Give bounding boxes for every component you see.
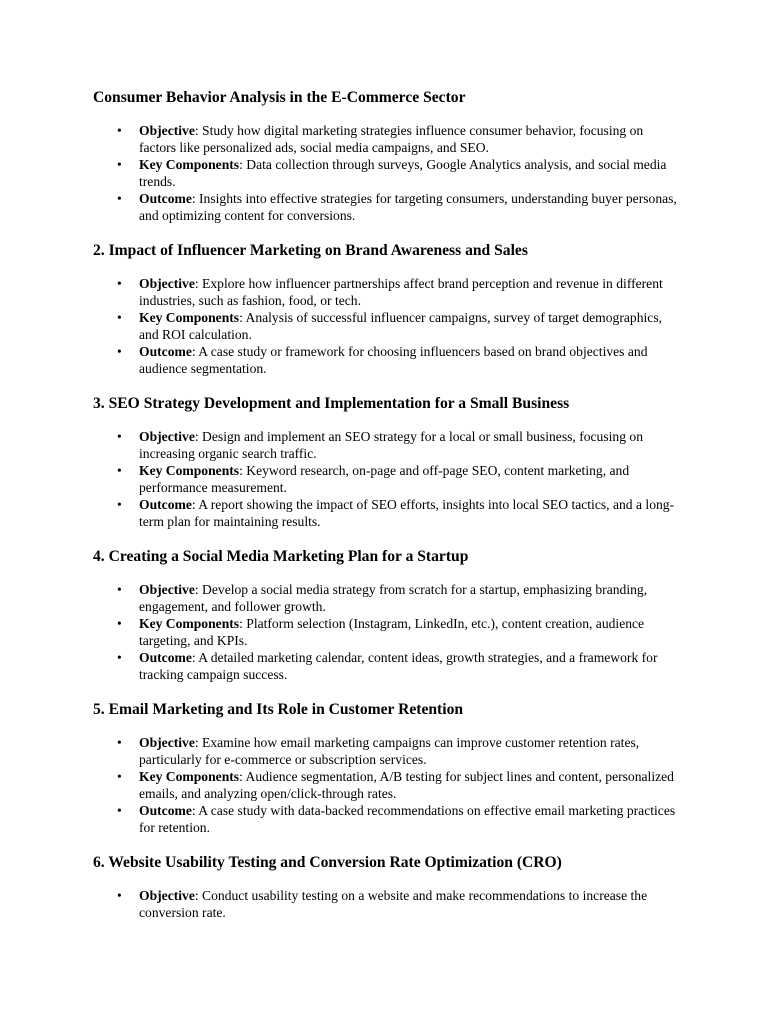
bullet-icon: •	[117, 582, 122, 597]
item-term: Outcome	[139, 344, 192, 359]
item-term: Objective	[139, 429, 195, 444]
item-text: : Analysis of successful influencer campaigns, survey of target demographics, and ROI calculation.	[139, 310, 663, 342]
bullet-list	[93, 887, 678, 921]
section-usability-cro	[93, 853, 678, 921]
section-consumer-behavior	[93, 88, 678, 224]
item-term: Outcome	[139, 191, 192, 206]
section-social-media-plan	[93, 547, 678, 683]
bullet-icon: •	[117, 123, 122, 138]
item-text: : Platform selection (Instagram, LinkedIn, etc.), content creation, audience targeting, and KPIs.	[139, 616, 645, 648]
item-term: Key Components	[139, 616, 240, 631]
list-item	[93, 734, 678, 768]
bullet-list	[93, 581, 678, 683]
item-term: Key Components	[139, 157, 240, 172]
item-term: Objective	[139, 735, 195, 750]
item-text: : Study how digital marketing strategies influence consumer behavior, focusing on factors like personalized ads, social media campaigns, and SEO.	[139, 123, 644, 155]
bullet-icon: •	[117, 497, 122, 512]
bullet-icon: •	[117, 616, 122, 631]
item-term: Objective	[139, 276, 195, 291]
list-item	[93, 156, 678, 190]
section-title: 6. Website Usability Testing and Conversion Rate Optimization (CRO)	[93, 854, 562, 871]
list-item	[93, 581, 678, 615]
section-title: 2. Impact of Influencer Marketing on Brand Awareness and Sales	[93, 242, 528, 259]
bullet-icon: •	[117, 344, 122, 359]
list-item	[93, 768, 678, 802]
bullet-list	[93, 275, 678, 377]
bullet-list	[93, 122, 678, 224]
bullet-icon: •	[117, 803, 122, 818]
item-term: Objective	[139, 123, 195, 138]
item-term: Outcome	[139, 803, 192, 818]
section-title: 5. Email Marketing and Its Role in Customer Retention	[93, 701, 464, 718]
bullet-icon: •	[117, 650, 122, 665]
item-text: : A case study or framework for choosing influencers based on brand objectives and audience segmentation.	[139, 344, 648, 376]
item-text: : Data collection through surveys, Google Analytics analysis, and social media trends.	[139, 157, 667, 189]
list-item	[93, 122, 678, 156]
bullet-icon: •	[117, 769, 122, 784]
list-item	[93, 462, 678, 496]
section-title: 4. Creating a Social Media Marketing Plan for a Startup	[93, 548, 469, 565]
item-term: Outcome	[139, 497, 192, 512]
section-seo-strategy	[93, 394, 678, 530]
item-term: Outcome	[139, 650, 192, 665]
bullet-list	[93, 734, 678, 836]
list-item	[93, 649, 678, 683]
item-text: : A report showing the impact of SEO efforts, insights into local SEO tactics, and a long-term plan for maintaining results.	[139, 497, 675, 529]
bullet-icon: •	[117, 429, 122, 444]
list-item	[93, 615, 678, 649]
bullet-list	[93, 428, 678, 530]
bullet-icon: •	[117, 888, 122, 903]
item-term: Objective	[139, 582, 195, 597]
item-text: : Examine how email marketing campaigns can improve customer retention rates, particularly for e-commerce or subscription services.	[139, 735, 640, 767]
section-title: 3. SEO Strategy Development and Implementation for a Small Business	[93, 395, 570, 412]
section-title: Consumer Behavior Analysis in the E-Commerce Sector	[93, 89, 466, 106]
list-item	[93, 887, 678, 921]
list-item	[93, 190, 678, 224]
item-text: : Keyword research, on-page and off-page SEO, content marketing, and performance measurement.	[139, 463, 630, 495]
item-text: : A case study with data-backed recommendations on effective email marketing practices for retention.	[139, 803, 676, 835]
item-term: Objective	[139, 888, 195, 903]
item-text: : A detailed marketing calendar, content ideas, growth strategies, and a framework for tracking campaign success.	[139, 650, 658, 682]
item-text: : Develop a social media strategy from scratch for a startup, emphasizing branding, engagement, and follower growth.	[139, 582, 648, 614]
bullet-icon: •	[117, 463, 122, 478]
section-email-marketing	[93, 700, 678, 836]
list-item	[93, 496, 678, 530]
bullet-icon: •	[117, 310, 122, 325]
item-text: : Audience segmentation, A/B testing for subject lines and content, personalized emails, and analyzing open/click-through rates.	[139, 769, 674, 801]
bullet-icon: •	[117, 157, 122, 172]
item-text: : Explore how influencer partnerships affect brand perception and revenue in different industries, such as fashion, food, or tech.	[139, 276, 663, 308]
list-item	[93, 309, 678, 343]
bullet-icon: •	[117, 191, 122, 206]
list-item	[93, 802, 678, 836]
item-text: : Conduct usability testing on a website and make recommendations to increase the conversion rate.	[139, 888, 648, 920]
section-influencer-marketing	[93, 241, 678, 377]
bullet-icon: •	[117, 276, 122, 291]
item-term: Key Components	[139, 769, 240, 784]
list-item	[93, 275, 678, 309]
item-term: Key Components	[139, 310, 240, 325]
item-text: : Design and implement an SEO strategy for a local or small business, focusing on increasing organic search traffic.	[139, 429, 644, 461]
item-text: : Insights into effective strategies for targeting consumers, understanding buyer personas, and optimizing content for conversions.	[139, 191, 677, 223]
list-item	[93, 343, 678, 377]
item-term: Key Components	[139, 463, 240, 478]
bullet-icon: •	[117, 735, 122, 750]
list-item	[93, 428, 678, 462]
